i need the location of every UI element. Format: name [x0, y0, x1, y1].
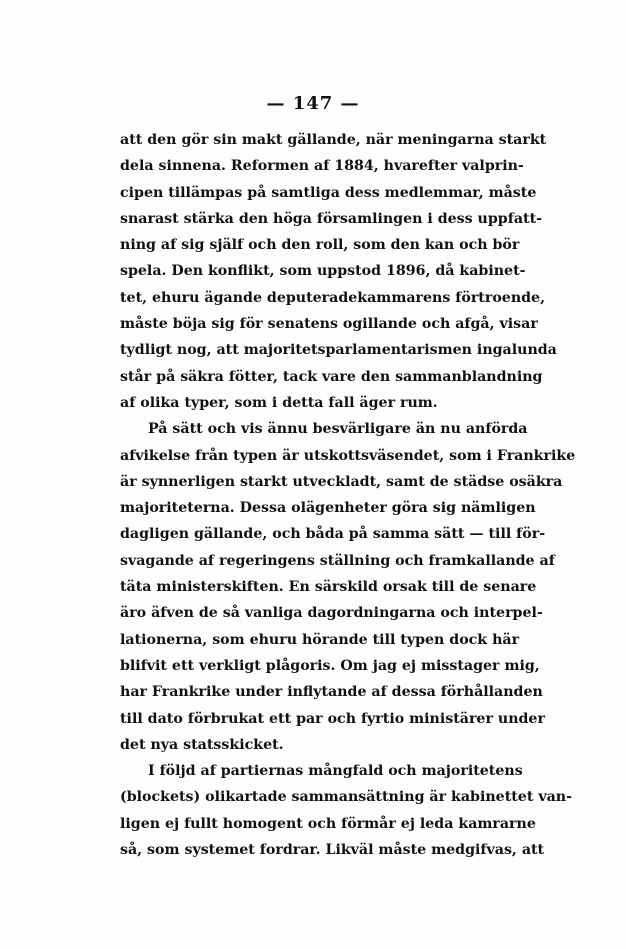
text-line: tet, ehuru ägande deputeradekammarens förtroende,	[120, 289, 546, 306]
paragraph-start-line: På sätt och vis ännu besvärligare än nu anförda	[148, 421, 528, 438]
text-line: till dato förbrukat ett par och fyrtio ministärer under	[120, 710, 545, 727]
text-line: (blockets) olikartade sammansättning är kabinettet van-	[120, 789, 572, 806]
text-line: snarast stärka den höga församlingen i dess uppfatt-	[120, 210, 543, 227]
text-line: tydligt nog, att majoritetsparlamentarismen ingalunda	[120, 342, 557, 359]
text-line: dagligen gällande, och båda på samma sätt — till för-	[120, 526, 546, 543]
paragraph-end-line: det nya statsskicket.	[120, 736, 284, 753]
text-line: majoriteterna. Dessa olägenheter göra sig nämligen	[120, 500, 536, 517]
text-line: spela. Den konflikt, som uppstod 1896, då kabinet-	[120, 263, 526, 280]
page-number: — 147 —	[266, 93, 360, 114]
text-line: äro äfven de så vanliga dagordningarna och interpel-	[120, 605, 543, 622]
text-line: ning af sig själf och den roll, som den kan och bör	[120, 237, 520, 254]
text-line: afvikelse från typen är utskottsväsendet, som i Frankrike	[120, 447, 576, 464]
text-line: blifvit ett verkligt plågoris. Om jag ej misstager mig,	[120, 657, 540, 674]
paragraph-end-line: af olika typer, som i detta fall äger rum.	[120, 394, 438, 411]
text-line: täta ministerskiften. En särskild orsak till de senare	[120, 579, 537, 596]
text-line: dela sinnena. Reformen af 1884, hvarefter valprin-	[120, 158, 524, 175]
text-line: är synnerligen starkt utveckladt, samt de städse osäkra	[120, 473, 563, 490]
text-line: måste böja sig för senatens ogillande och afgå, visar	[120, 316, 538, 333]
text-line: så, som systemet fordrar. Likväl måste medgifvas, att	[120, 842, 545, 859]
text-line: ligen ej fullt homogent och förmår ej leda kamrarne	[120, 815, 536, 832]
text-line: lationerna, som ehuru hörande till typen dock här	[120, 631, 520, 648]
text-line: att den gör sin makt gällande, när meningarna starkt	[120, 132, 547, 148]
body-text	[120, 127, 576, 863]
text-line: cipen tillämpas på samtliga dess medlemmar, måste	[120, 184, 537, 201]
paragraph-start-line: I följd af partiernas mångfald och majoritetens	[148, 763, 523, 780]
text-line: har Frankrike under inflytande af dessa förhållanden	[120, 684, 543, 701]
text-line: svagande af regeringens ställning och framkallande af	[120, 552, 555, 569]
text-line: står på säkra fötter, tack vare den sammanblandning	[120, 368, 543, 385]
